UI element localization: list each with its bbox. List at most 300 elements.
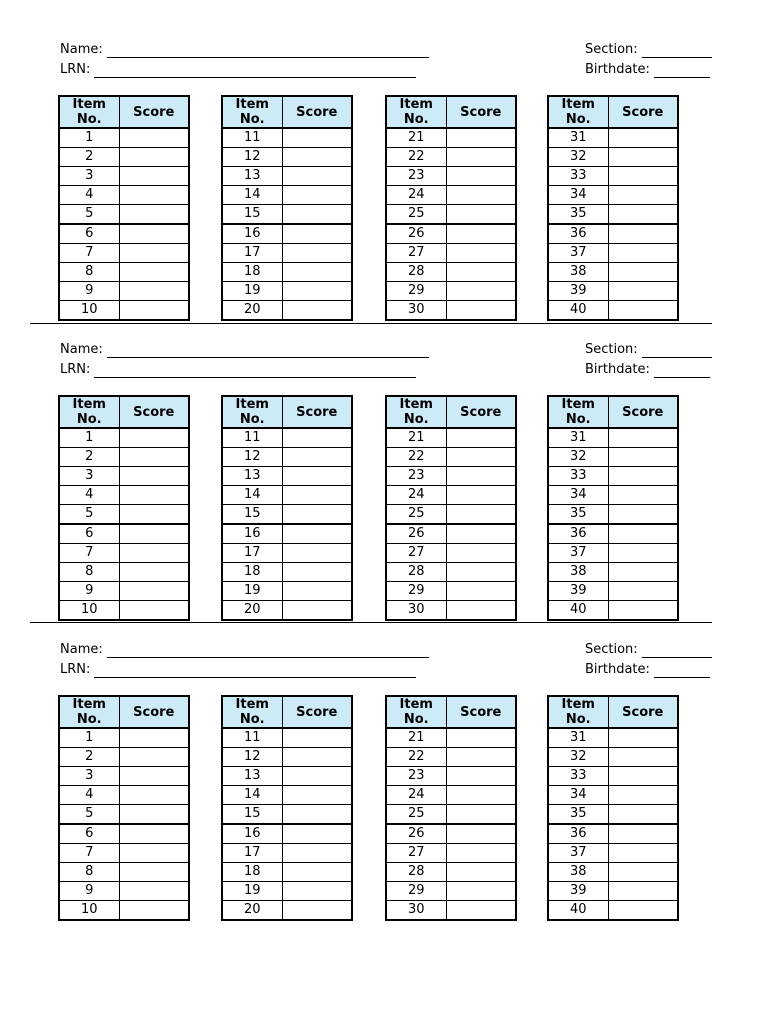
item-number: 26 (386, 524, 446, 544)
item-no-header: Item No. (59, 696, 119, 728)
name-field[interactable] (60, 42, 429, 58)
score-cell[interactable] (608, 844, 678, 863)
score-cell[interactable] (446, 224, 516, 244)
score-cell[interactable] (446, 167, 516, 186)
item-number: 4 (59, 186, 119, 205)
score-cell[interactable] (119, 186, 189, 205)
score-cell[interactable] (446, 263, 516, 282)
score-cell[interactable] (119, 524, 189, 544)
score-cell[interactable] (608, 244, 678, 263)
score-cell[interactable] (119, 901, 189, 921)
table-row (548, 863, 678, 882)
item-number: 24 (386, 186, 446, 205)
table-row (59, 128, 189, 148)
score-cell[interactable] (119, 601, 189, 621)
score-cell[interactable] (608, 282, 678, 301)
item-number: 35 (548, 505, 608, 525)
section-blank-line[interactable] (642, 44, 712, 58)
table-header-row (548, 396, 678, 428)
score-cell[interactable] (282, 148, 352, 167)
score-cell[interactable] (446, 767, 516, 786)
score-cell[interactable] (446, 524, 516, 544)
score-cell[interactable] (282, 563, 352, 582)
table-row (59, 428, 189, 448)
item-number: 3 (59, 767, 119, 786)
score-cell[interactable] (119, 582, 189, 601)
item-number: 37 (548, 244, 608, 263)
table-row (222, 282, 352, 301)
item-number: 4 (59, 786, 119, 805)
section-field[interactable] (585, 642, 712, 658)
score-cell[interactable] (446, 901, 516, 921)
table-row (548, 428, 678, 448)
item-number: 9 (59, 882, 119, 901)
table-header-row (222, 96, 352, 128)
item-number: 31 (548, 128, 608, 148)
item-no-header: Item No. (386, 696, 446, 728)
item-number: 40 (548, 901, 608, 921)
birthdate-label: Birthdate: (585, 362, 650, 377)
table-row (548, 544, 678, 563)
score-cell[interactable] (119, 148, 189, 167)
score-cell[interactable] (282, 282, 352, 301)
table-row (386, 486, 516, 505)
table-row (386, 205, 516, 225)
lrn-field[interactable] (60, 62, 416, 78)
item-number: 29 (386, 582, 446, 601)
score-cell[interactable] (608, 128, 678, 148)
item-number: 7 (59, 544, 119, 563)
score-cell[interactable] (446, 205, 516, 225)
table-row (386, 263, 516, 282)
name-blank-line[interactable] (107, 44, 429, 58)
lrn-blank-line[interactable] (94, 664, 416, 678)
table-row (548, 224, 678, 244)
score-cell[interactable] (608, 186, 678, 205)
table-row (222, 186, 352, 205)
item-number: 39 (548, 582, 608, 601)
birthdate-field[interactable] (585, 362, 710, 378)
score-cell[interactable] (608, 205, 678, 225)
score-cell[interactable] (282, 601, 352, 621)
score-cell[interactable] (119, 244, 189, 263)
score-header: Score (119, 696, 189, 728)
score-cell[interactable] (119, 748, 189, 767)
score-cell[interactable] (608, 767, 678, 786)
item-no-header: Item No. (548, 696, 608, 728)
table-row (222, 563, 352, 582)
table-row (548, 824, 678, 844)
table-row (222, 544, 352, 563)
item-number: 5 (59, 505, 119, 525)
name-blank-line[interactable] (107, 644, 429, 658)
table-row (386, 767, 516, 786)
table-row (548, 524, 678, 544)
item-number: 40 (548, 301, 608, 321)
birthdate-blank-line[interactable] (654, 664, 710, 678)
table-row (222, 901, 352, 921)
table-row (548, 186, 678, 205)
score-cell[interactable] (282, 128, 352, 148)
score-cell[interactable] (282, 224, 352, 244)
score-cell[interactable] (119, 882, 189, 901)
score-cell[interactable] (119, 448, 189, 467)
table-row (222, 524, 352, 544)
table-row (386, 863, 516, 882)
score-cell[interactable] (446, 505, 516, 525)
score-cell[interactable] (446, 148, 516, 167)
score-cell[interactable] (119, 263, 189, 282)
item-number: 26 (386, 824, 446, 844)
score-cell[interactable] (446, 748, 516, 767)
table-row (548, 601, 678, 621)
score-cell[interactable] (446, 563, 516, 582)
score-cell[interactable] (119, 563, 189, 582)
table-row (386, 186, 516, 205)
name-field[interactable] (60, 342, 429, 358)
score-table-4 (547, 95, 679, 321)
score-header: Score (282, 396, 352, 428)
table-row (59, 148, 189, 167)
score-cell[interactable] (119, 467, 189, 486)
score-cell[interactable] (608, 148, 678, 167)
table-row (386, 428, 516, 448)
table-row (222, 728, 352, 748)
item-number: 2 (59, 448, 119, 467)
table-row (386, 167, 516, 186)
score-cell[interactable] (119, 205, 189, 225)
table-row (59, 882, 189, 901)
table-row (386, 282, 516, 301)
item-number: 23 (386, 767, 446, 786)
table-row (548, 486, 678, 505)
item-number: 6 (59, 524, 119, 544)
score-cell[interactable] (282, 428, 352, 448)
score-cell[interactable] (608, 448, 678, 467)
score-cell[interactable] (608, 748, 678, 767)
birthdate-blank-line[interactable] (654, 364, 710, 378)
score-cell[interactable] (608, 263, 678, 282)
score-cell[interactable] (446, 128, 516, 148)
item-number: 16 (222, 524, 282, 544)
score-cell[interactable] (119, 167, 189, 186)
table-row (59, 205, 189, 225)
item-no-header: Item No. (386, 396, 446, 428)
table-row (59, 728, 189, 748)
table-row (548, 563, 678, 582)
score-cell[interactable] (608, 167, 678, 186)
item-number: 29 (386, 282, 446, 301)
lrn-label: LRN: (60, 662, 91, 677)
section-field[interactable] (585, 42, 712, 58)
student-section-2 (0, 340, 768, 640)
table-row (59, 167, 189, 186)
table-row (548, 301, 678, 321)
score-cell[interactable] (282, 805, 352, 825)
score-cell[interactable] (119, 824, 189, 844)
item-number: 34 (548, 486, 608, 505)
table-row (548, 728, 678, 748)
name-label: Name: (60, 342, 103, 357)
table-row (59, 844, 189, 863)
score-cell[interactable] (282, 786, 352, 805)
item-number: 11 (222, 128, 282, 148)
score-cell[interactable] (608, 863, 678, 882)
lrn-blank-line[interactable] (94, 364, 416, 378)
score-cell[interactable] (608, 524, 678, 544)
item-number: 14 (222, 186, 282, 205)
item-no-header: Item No. (222, 696, 282, 728)
score-cell[interactable] (119, 805, 189, 825)
section-blank-line[interactable] (642, 344, 712, 358)
table-row (59, 748, 189, 767)
score-cell[interactable] (446, 786, 516, 805)
item-no-header: Item No. (222, 96, 282, 128)
item-number: 15 (222, 505, 282, 525)
score-cell[interactable] (282, 167, 352, 186)
score-table-3 (385, 95, 517, 321)
score-cell[interactable] (119, 728, 189, 748)
score-cell[interactable] (608, 486, 678, 505)
score-cell[interactable] (119, 767, 189, 786)
table-row (548, 786, 678, 805)
score-header: Score (282, 96, 352, 128)
name-label: Name: (60, 642, 103, 657)
score-cell[interactable] (446, 863, 516, 882)
item-no-header: Item No. (222, 396, 282, 428)
item-no-header: Item No. (548, 96, 608, 128)
table-row (59, 601, 189, 621)
score-cell[interactable] (282, 844, 352, 863)
table-row (59, 467, 189, 486)
score-cell[interactable] (446, 728, 516, 748)
score-cell[interactable] (608, 805, 678, 825)
score-cell[interactable] (608, 582, 678, 601)
table-header-row (548, 696, 678, 728)
item-number: 23 (386, 467, 446, 486)
score-header: Score (282, 696, 352, 728)
score-header: Score (446, 696, 516, 728)
item-number: 11 (222, 728, 282, 748)
table-row (222, 767, 352, 786)
table-header-row (386, 96, 516, 128)
score-cell[interactable] (446, 844, 516, 863)
score-cell[interactable] (446, 805, 516, 825)
score-cell[interactable] (282, 301, 352, 321)
table-row (222, 148, 352, 167)
item-number: 20 (222, 301, 282, 321)
item-number: 16 (222, 824, 282, 844)
score-cell[interactable] (608, 224, 678, 244)
table-row (386, 882, 516, 901)
score-cell[interactable] (282, 824, 352, 844)
item-number: 1 (59, 428, 119, 448)
birthdate-blank-line[interactable] (654, 64, 710, 78)
student-section-1 (0, 40, 768, 340)
table-row (222, 786, 352, 805)
score-cell[interactable] (119, 544, 189, 563)
score-cell[interactable] (282, 244, 352, 263)
score-cell[interactable] (608, 544, 678, 563)
score-cell[interactable] (119, 844, 189, 863)
score-cell[interactable] (119, 505, 189, 525)
table-row (222, 582, 352, 601)
score-cell[interactable] (282, 524, 352, 544)
item-number: 21 (386, 428, 446, 448)
score-cell[interactable] (282, 863, 352, 882)
lrn-blank-line[interactable] (94, 64, 416, 78)
table-row (548, 844, 678, 863)
table-row (386, 244, 516, 263)
score-cell[interactable] (446, 582, 516, 601)
score-cell[interactable] (608, 505, 678, 525)
score-cell[interactable] (446, 244, 516, 263)
table-row (59, 301, 189, 321)
table-row (222, 844, 352, 863)
item-number: 18 (222, 263, 282, 282)
name-blank-line[interactable] (107, 344, 429, 358)
table-row (548, 448, 678, 467)
item-number: 38 (548, 563, 608, 582)
item-number: 19 (222, 282, 282, 301)
lrn-field[interactable] (60, 662, 416, 678)
score-cell[interactable] (282, 748, 352, 767)
score-cell[interactable] (446, 282, 516, 301)
score-cell[interactable] (282, 901, 352, 921)
score-cell[interactable] (119, 428, 189, 448)
birthdate-field[interactable] (585, 662, 710, 678)
item-number: 6 (59, 224, 119, 244)
item-number: 27 (386, 844, 446, 863)
score-cell[interactable] (282, 486, 352, 505)
score-cell[interactable] (282, 767, 352, 786)
score-cell[interactable] (608, 467, 678, 486)
item-number: 23 (386, 167, 446, 186)
item-number: 13 (222, 467, 282, 486)
score-cell[interactable] (446, 448, 516, 467)
item-number: 24 (386, 486, 446, 505)
item-number: 34 (548, 786, 608, 805)
score-cell[interactable] (282, 186, 352, 205)
score-cell[interactable] (608, 428, 678, 448)
item-number: 30 (386, 601, 446, 621)
item-number: 12 (222, 148, 282, 167)
item-number: 36 (548, 524, 608, 544)
score-cell[interactable] (282, 582, 352, 601)
item-number: 37 (548, 544, 608, 563)
table-row (386, 582, 516, 601)
score-table-2 (221, 695, 353, 921)
score-cell[interactable] (282, 505, 352, 525)
table-row (59, 244, 189, 263)
table-row (59, 186, 189, 205)
table-row (386, 128, 516, 148)
score-cell[interactable] (119, 282, 189, 301)
table-row (222, 863, 352, 882)
item-number: 17 (222, 544, 282, 563)
student-section-3 (0, 640, 768, 940)
score-cell[interactable] (119, 301, 189, 321)
table-row (59, 224, 189, 244)
table-header-row (59, 696, 189, 728)
score-cell[interactable] (282, 205, 352, 225)
score-cell[interactable] (119, 486, 189, 505)
item-number: 27 (386, 544, 446, 563)
score-cell[interactable] (119, 786, 189, 805)
section-blank-line[interactable] (642, 644, 712, 658)
score-cell[interactable] (119, 224, 189, 244)
item-number: 3 (59, 167, 119, 186)
section-label: Section: (585, 42, 638, 57)
table-row (548, 282, 678, 301)
table-row (548, 244, 678, 263)
score-cell[interactable] (608, 901, 678, 921)
score-cell[interactable] (608, 882, 678, 901)
score-cell[interactable] (282, 263, 352, 282)
table-row (548, 467, 678, 486)
item-number: 13 (222, 167, 282, 186)
score-cell[interactable] (608, 563, 678, 582)
item-number: 2 (59, 748, 119, 767)
table-row (59, 544, 189, 563)
score-cell[interactable] (608, 601, 678, 621)
score-cell[interactable] (446, 486, 516, 505)
item-number: 27 (386, 244, 446, 263)
score-cell[interactable] (446, 544, 516, 563)
score-cell[interactable] (608, 301, 678, 321)
score-cell[interactable] (282, 544, 352, 563)
lrn-field[interactable] (60, 362, 416, 378)
score-table-1 (58, 95, 190, 321)
table-row (59, 486, 189, 505)
score-cell[interactable] (608, 728, 678, 748)
score-cell[interactable] (282, 467, 352, 486)
score-header: Score (119, 96, 189, 128)
score-cell[interactable] (608, 824, 678, 844)
score-cell[interactable] (446, 824, 516, 844)
score-cell[interactable] (446, 882, 516, 901)
table-row (548, 505, 678, 525)
score-header: Score (446, 396, 516, 428)
score-cell[interactable] (282, 882, 352, 901)
score-cell[interactable] (446, 428, 516, 448)
item-number: 30 (386, 901, 446, 921)
score-cell[interactable] (119, 863, 189, 882)
table-header-row (222, 696, 352, 728)
score-cell[interactable] (119, 128, 189, 148)
score-cell[interactable] (446, 186, 516, 205)
item-number: 28 (386, 263, 446, 282)
section-field[interactable] (585, 342, 712, 358)
table-row (386, 224, 516, 244)
score-cell[interactable] (446, 301, 516, 321)
score-cell[interactable] (446, 467, 516, 486)
table-row (386, 563, 516, 582)
item-number: 12 (222, 448, 282, 467)
score-cell[interactable] (282, 728, 352, 748)
table-row (548, 167, 678, 186)
item-number: 8 (59, 863, 119, 882)
item-no-header: Item No. (548, 396, 608, 428)
item-number: 32 (548, 148, 608, 167)
score-cell[interactable] (446, 601, 516, 621)
score-cell[interactable] (282, 448, 352, 467)
table-row (222, 205, 352, 225)
item-number: 34 (548, 186, 608, 205)
birthdate-field[interactable] (585, 62, 710, 78)
score-cell[interactable] (608, 786, 678, 805)
name-field[interactable] (60, 642, 429, 658)
